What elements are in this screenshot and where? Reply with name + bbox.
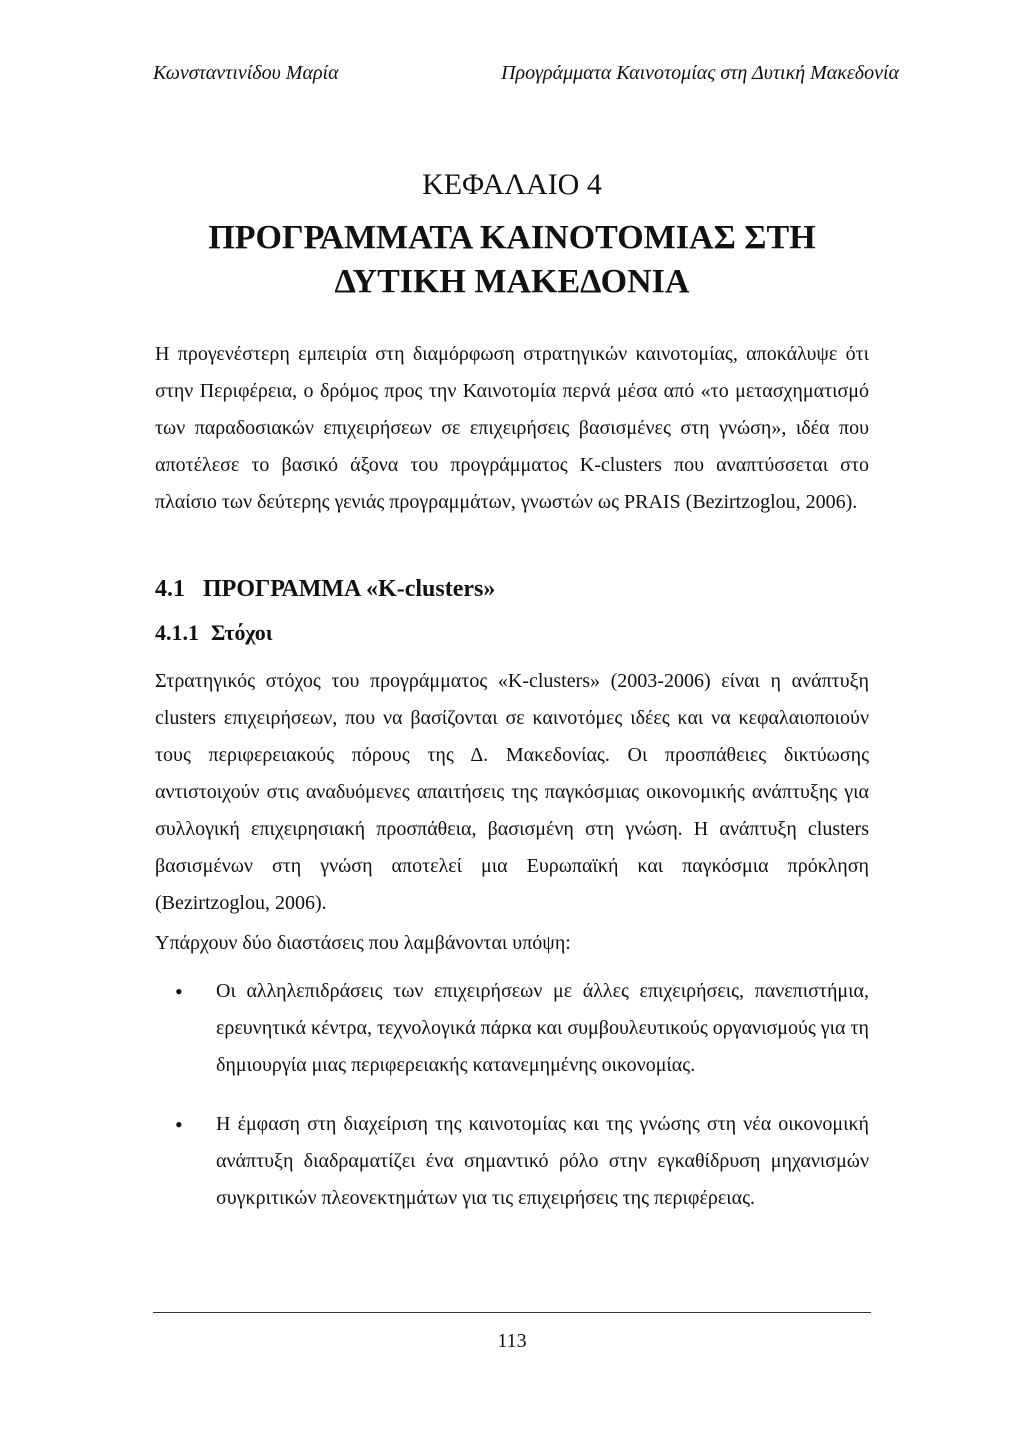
footer-divider: [153, 1312, 871, 1313]
list-item: [155, 973, 869, 1084]
subsection-heading-4-1-1: [155, 620, 273, 646]
subsection-title: Στόχοι: [211, 620, 273, 645]
dimensions-list: [155, 973, 869, 1239]
chapter-title: ΠΡΟΓΡΑΜΜΑΤΑ ΚΑΙΝΟΤΟΜΙΑΣ ΣΤΗ ΔΥΤΙΚΗ ΜΑΚΕΔΟΝΙΑ: [208, 219, 816, 300]
intro-paragraph: Η προγενέστερη εμπειρία στη διαμόρφωση στρατηγικών καινοτομίας, αποκάλυψε ότι στην Περιφέρεια, ο δρόμος προς την Καινοτομία περνά μέσα από «το μετασχηματισμό των παραδοσιακών επιχειρήσεων σε επιχειρήσεις βασισμένες στη γνώση», ιδέα που αποτέλεσε το βασικό άξονα του προγράμματος K-clusters που αναπτύσσεται στο πλαίσιο των δεύτερης γενιάς προγραμμάτων, γνωστών ως PRAIS (Bezirtzoglou, 2006).: [155, 343, 869, 513]
section-title: ΠΡΟΓΡΑΜΜΑ «K-clusters»: [203, 576, 496, 602]
running-header-title: Προγράμματα Καινοτομίας στη Δυτική Μακεδονία: [501, 62, 899, 84]
section-number: 4.1: [155, 576, 185, 602]
chapter-number: ΚΕΦΑΛΑΙΟ 4: [422, 168, 602, 201]
dimensions-intro: Υπάρχουν δύο διαστάσεις που λαμβάνονται υπόψη:: [155, 932, 571, 954]
bullet-icon: •: [175, 979, 183, 1004]
subsection-number: 4.1.1: [155, 620, 199, 645]
bullet-icon: •: [175, 1112, 183, 1137]
goals-paragraph: Στρατηγικός στόχος του προγράμματος «K-clusters» (2003-2006) είναι η ανάπτυξη clusters επιχειρήσεων, που να βασίζονται σε καινοτόμες ιδέες και να κεφαλαιοποιούν τους περιφερειακούς πόρους της Δ. Μακεδονίας. Οι προσπάθειες δικτύωσης αντιστοιχούν στις αναδυόμενες απαιτήσεις της παγκόσμιας οικονομικής ανάπτυξης για συλλογική επιχειρησιακή προσπάθεια, βασισμένη στη γνώση. Η ανάπτυξη clusters βασισμένων στη γνώση αποτελεί μια Ευρωπαϊκή και παγκόσμια πρόκληση (Bezirtzoglou, 2006).: [155, 670, 869, 914]
list-item-text: Οι αλληλεπιδράσεις των επιχειρήσεων με άλλες επιχειρήσεις, πανεπιστήμια, ερευνητικά κέντρα, τεχνολογικά πάρκα και συμβουλευτικούς οργανισμούς για τη δημιουργία μιας περιφερειακής κατανεμημένης οικονομίας.: [216, 980, 869, 1076]
page-number: 113: [497, 1330, 527, 1352]
list-item: [155, 1106, 869, 1217]
running-header-author: Κωνσταντινίδου Μαρία: [153, 62, 339, 84]
list-item-text: Η έμφαση στη διαχείριση της καινοτομίας και της γνώσης στη νέα οικονομική ανάπτυξη διαδραματίζει ένα σημαντικό ρόλο στην εγκαθίδρυση μηχανισμών συγκριτικών πλεονεκτημάτων για τις επιχειρήσεις της περιφέρειας.: [216, 1113, 869, 1209]
section-heading-4-1: [155, 576, 495, 603]
